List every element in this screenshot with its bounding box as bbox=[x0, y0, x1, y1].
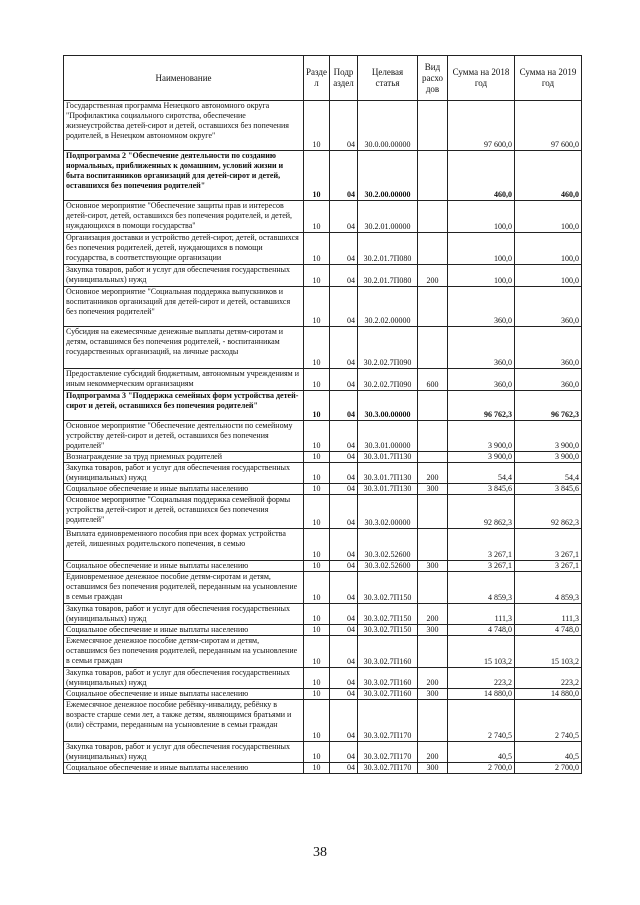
row-sum-2019: 4 748,0 bbox=[515, 625, 582, 636]
row-vid bbox=[418, 636, 448, 668]
row-target: 30.3.01.00000 bbox=[358, 421, 418, 452]
row-sum-2019: 3 267,1 bbox=[515, 529, 582, 561]
row-podrazdel: 04 bbox=[330, 151, 358, 201]
row-sum-2018: 54,4 bbox=[448, 463, 515, 484]
row-vid bbox=[418, 151, 448, 201]
row-sum-2018: 111,3 bbox=[448, 604, 515, 625]
row-vid: 300 bbox=[418, 484, 448, 495]
row-sum-2019: 3 845,6 bbox=[515, 484, 582, 495]
row-razdel: 10 bbox=[304, 484, 330, 495]
row-razdel: 10 bbox=[304, 265, 330, 287]
row-podrazdel: 04 bbox=[330, 572, 358, 604]
row-sum-2019: 3 900,0 bbox=[515, 421, 582, 452]
row-sum-2018: 2 700,0 bbox=[448, 763, 515, 774]
row-podrazdel: 04 bbox=[330, 529, 358, 561]
row-podrazdel: 04 bbox=[330, 484, 358, 495]
row-razdel: 10 bbox=[304, 151, 330, 201]
table-row bbox=[64, 151, 582, 201]
table-row bbox=[64, 391, 582, 421]
row-target: 30.3.02.7П150 bbox=[358, 625, 418, 636]
row-sum-2019: 54,4 bbox=[515, 463, 582, 484]
header-razdel: Разде л bbox=[304, 56, 330, 101]
row-razdel: 10 bbox=[304, 700, 330, 742]
table-row bbox=[64, 463, 582, 484]
table-row bbox=[64, 484, 582, 495]
row-razdel: 10 bbox=[304, 369, 330, 391]
row-vid bbox=[418, 529, 448, 561]
table-row bbox=[64, 668, 582, 689]
header-sum-2018: Сумма на 2018 год bbox=[448, 56, 515, 101]
row-vid: 200 bbox=[418, 604, 448, 625]
table-row bbox=[64, 636, 582, 668]
row-razdel: 10 bbox=[304, 572, 330, 604]
row-sum-2018: 460,0 bbox=[448, 151, 515, 201]
row-name: Закупка товаров, работ и услуг для обеспечения государственных (муниципальных) нужд bbox=[64, 668, 304, 689]
row-sum-2018: 360,0 bbox=[448, 369, 515, 391]
row-razdel: 10 bbox=[304, 625, 330, 636]
row-sum-2019: 97 600,0 bbox=[515, 101, 582, 151]
row-razdel: 10 bbox=[304, 529, 330, 561]
row-target: 30.2.00.00000 bbox=[358, 151, 418, 201]
table-row bbox=[64, 495, 582, 529]
table-row bbox=[64, 561, 582, 572]
row-podrazdel: 04 bbox=[330, 495, 358, 529]
row-vid: 200 bbox=[418, 742, 448, 763]
page-number: 38 bbox=[313, 845, 327, 860]
row-sum-2019: 111,3 bbox=[515, 604, 582, 625]
row-name: Выплата единовременного пособия при всех формах устройства детей, лишенных родительского попечения, в семью bbox=[64, 529, 304, 561]
row-sum-2019: 223,2 bbox=[515, 668, 582, 689]
row-sum-2019: 92 862,3 bbox=[515, 495, 582, 529]
row-razdel: 10 bbox=[304, 233, 330, 265]
row-target: 30.2.02.7П090 bbox=[358, 369, 418, 391]
row-podrazdel: 04 bbox=[330, 233, 358, 265]
row-target: 30.3.02.7П160 bbox=[358, 689, 418, 700]
table-row bbox=[64, 369, 582, 391]
row-target: 30.2.02.00000 bbox=[358, 287, 418, 327]
row-podrazdel: 04 bbox=[330, 452, 358, 463]
row-podrazdel: 04 bbox=[330, 265, 358, 287]
row-name: Основное мероприятие "Обеспечение защиты прав и интересов детей-сирот, детей, оставшихся без попечения родителей, и детей, нуждающихся в помощи государства" bbox=[64, 201, 304, 233]
row-sum-2018: 3 845,6 bbox=[448, 484, 515, 495]
row-sum-2019: 360,0 bbox=[515, 327, 582, 369]
row-vid bbox=[418, 572, 448, 604]
row-podrazdel: 04 bbox=[330, 636, 358, 668]
row-vid: 300 bbox=[418, 625, 448, 636]
row-razdel: 10 bbox=[304, 561, 330, 572]
row-vid: 300 bbox=[418, 763, 448, 774]
budget-table bbox=[63, 55, 582, 774]
row-name: Субсидия на ежемесячные денежные выплаты детям-сиротам и детям, оставшимся без попечения родителей, - воспитанникам государственных организаций, на личные расходы bbox=[64, 327, 304, 369]
row-vid bbox=[418, 391, 448, 421]
row-vid: 600 bbox=[418, 369, 448, 391]
row-vid: 300 bbox=[418, 561, 448, 572]
row-sum-2019: 15 103,2 bbox=[515, 636, 582, 668]
row-sum-2018: 3 267,1 bbox=[448, 561, 515, 572]
row-podrazdel: 04 bbox=[330, 369, 358, 391]
row-podrazdel: 04 bbox=[330, 742, 358, 763]
table-row bbox=[64, 421, 582, 452]
row-name: Ежемесячное денежное пособие ребёнку-инвалиду, ребёнку в возрасте старше семи лет, а также детям, являющимся братьями и (или) сёстрами, переданным на усыновление в семьи граждан bbox=[64, 700, 304, 742]
header-podrazdel: Подр аздел bbox=[330, 56, 358, 101]
row-sum-2018: 360,0 bbox=[448, 327, 515, 369]
table-row bbox=[64, 101, 582, 151]
row-razdel: 10 bbox=[304, 763, 330, 774]
row-podrazdel: 04 bbox=[330, 101, 358, 151]
row-podrazdel: 04 bbox=[330, 463, 358, 484]
row-podrazdel: 04 bbox=[330, 668, 358, 689]
row-razdel: 10 bbox=[304, 452, 330, 463]
row-sum-2018: 2 740,5 bbox=[448, 700, 515, 742]
row-podrazdel: 04 bbox=[330, 327, 358, 369]
row-sum-2018: 3 900,0 bbox=[448, 452, 515, 463]
row-sum-2019: 3 900,0 bbox=[515, 452, 582, 463]
row-target: 30.3.02.7П150 bbox=[358, 604, 418, 625]
row-podrazdel: 04 bbox=[330, 700, 358, 742]
row-sum-2018: 223,2 bbox=[448, 668, 515, 689]
row-sum-2019: 360,0 bbox=[515, 287, 582, 327]
row-sum-2018: 40,5 bbox=[448, 742, 515, 763]
row-name: Закупка товаров, работ и услуг для обеспечения государственных (муниципальных) нужд bbox=[64, 604, 304, 625]
row-sum-2019: 14 880,0 bbox=[515, 689, 582, 700]
header-name: Наименование bbox=[64, 56, 304, 101]
row-sum-2019: 3 267,1 bbox=[515, 561, 582, 572]
row-razdel: 10 bbox=[304, 668, 330, 689]
row-vid bbox=[418, 421, 448, 452]
row-podrazdel: 04 bbox=[330, 625, 358, 636]
row-podrazdel: 04 bbox=[330, 763, 358, 774]
row-sum-2018: 4 748,0 bbox=[448, 625, 515, 636]
row-name: Социальное обеспечение и иные выплаты населению bbox=[64, 561, 304, 572]
row-sum-2019: 100,0 bbox=[515, 233, 582, 265]
row-podrazdel: 04 bbox=[330, 561, 358, 572]
row-razdel: 10 bbox=[304, 287, 330, 327]
table-header-row bbox=[64, 56, 582, 101]
row-vid: 200 bbox=[418, 463, 448, 484]
row-podrazdel: 04 bbox=[330, 689, 358, 700]
row-podrazdel: 04 bbox=[330, 421, 358, 452]
row-podrazdel: 04 bbox=[330, 201, 358, 233]
row-target: 30.3.02.7П160 bbox=[358, 668, 418, 689]
row-razdel: 10 bbox=[304, 421, 330, 452]
row-sum-2019: 96 762,3 bbox=[515, 391, 582, 421]
row-sum-2018: 15 103,2 bbox=[448, 636, 515, 668]
row-target: 30.3.02.52600 bbox=[358, 561, 418, 572]
row-name: Социальное обеспечение и иные выплаты населению bbox=[64, 625, 304, 636]
header-vid: Вид расхо дов bbox=[418, 56, 448, 101]
row-target: 30.3.01.7П130 bbox=[358, 463, 418, 484]
table-row bbox=[64, 529, 582, 561]
table-row bbox=[64, 625, 582, 636]
table-row bbox=[64, 742, 582, 763]
row-vid: 300 bbox=[418, 689, 448, 700]
row-name: Ежемесячное денежное пособие детям-сиротам и детям, оставшимся без попечения родителей, переданным на усыновление в семьи граждан bbox=[64, 636, 304, 668]
row-podrazdel: 04 bbox=[330, 391, 358, 421]
row-razdel: 10 bbox=[304, 101, 330, 151]
row-sum-2018: 14 880,0 bbox=[448, 689, 515, 700]
row-razdel: 10 bbox=[304, 689, 330, 700]
row-razdel: 10 bbox=[304, 463, 330, 484]
table-row bbox=[64, 265, 582, 287]
row-sum-2019: 360,0 bbox=[515, 369, 582, 391]
row-name: Подпрограмма 2 "Обеспечение деятельности по созданию нормальных, приближенных к домашним, условий жизни и быта воспитанников организаций для детей-сирот и детей, оставшихся без попечения родителей" bbox=[64, 151, 304, 201]
row-name: Вознаграждение за труд приемных родителей bbox=[64, 452, 304, 463]
row-sum-2018: 360,0 bbox=[448, 287, 515, 327]
row-sum-2018: 100,0 bbox=[448, 233, 515, 265]
row-name: Основное мероприятие "Социальная поддержка семейной формы устройства детей-сирот и детей, оставшихся без попечения родителей" bbox=[64, 495, 304, 529]
row-vid bbox=[418, 700, 448, 742]
table-row bbox=[64, 604, 582, 625]
row-sum-2018: 96 762,3 bbox=[448, 391, 515, 421]
row-target: 30.3.02.00000 bbox=[358, 495, 418, 529]
table-row bbox=[64, 452, 582, 463]
row-name: Закупка товаров, работ и услуг для обеспечения государственных (муниципальных) нужд bbox=[64, 463, 304, 484]
row-name: Предоставление субсидий бюджетным, автономным учреждениям и иным некоммерческим организациям bbox=[64, 369, 304, 391]
row-name: Закупка товаров, работ и услуг для обеспечения государственных (муниципальных) нужд bbox=[64, 742, 304, 763]
table-row bbox=[64, 201, 582, 233]
row-sum-2019: 2 740,5 bbox=[515, 700, 582, 742]
row-target: 30.3.02.7П150 bbox=[358, 572, 418, 604]
row-sum-2018: 100,0 bbox=[448, 265, 515, 287]
row-target: 30.2.01.7П080 bbox=[358, 233, 418, 265]
row-target: 30.3.02.7П160 bbox=[358, 636, 418, 668]
row-podrazdel: 04 bbox=[330, 287, 358, 327]
row-vid bbox=[418, 101, 448, 151]
row-razdel: 10 bbox=[304, 604, 330, 625]
row-sum-2018: 92 862,3 bbox=[448, 495, 515, 529]
row-target: 30.2.01.00000 bbox=[358, 201, 418, 233]
row-name: Социальное обеспечение и иные выплаты населению bbox=[64, 763, 304, 774]
row-sum-2019: 40,5 bbox=[515, 742, 582, 763]
row-name: Единовременное денежное пособие детям-сиротам и детям, оставшимся без попечения родителей, переданным на усыновление в семьи граждан bbox=[64, 572, 304, 604]
table-row bbox=[64, 327, 582, 369]
table-row bbox=[64, 233, 582, 265]
row-podrazdel: 04 bbox=[330, 604, 358, 625]
table-row bbox=[64, 763, 582, 774]
row-target: 30.2.02.7П090 bbox=[358, 327, 418, 369]
header-sum-2019: Сумма на 2019 год bbox=[515, 56, 582, 101]
row-razdel: 10 bbox=[304, 742, 330, 763]
row-razdel: 10 bbox=[304, 495, 330, 529]
row-target: 30.2.01.7П080 bbox=[358, 265, 418, 287]
row-vid bbox=[418, 327, 448, 369]
row-target: 30.3.00.00000 bbox=[358, 391, 418, 421]
row-vid: 200 bbox=[418, 668, 448, 689]
row-vid: 200 bbox=[418, 265, 448, 287]
row-name: Закупка товаров, работ и услуг для обеспечения государственных (муниципальных) нужд bbox=[64, 265, 304, 287]
table-row bbox=[64, 287, 582, 327]
budget-table-sheet bbox=[63, 55, 581, 774]
row-sum-2018: 4 859,3 bbox=[448, 572, 515, 604]
row-razdel: 10 bbox=[304, 391, 330, 421]
row-target: 30.3.02.7П170 bbox=[358, 742, 418, 763]
row-name: Основное мероприятие "Социальная поддержка выпускников и воспитанников организаций для детей-сирот и детей, оставшихся без попечения родителей" bbox=[64, 287, 304, 327]
row-sum-2019: 460,0 bbox=[515, 151, 582, 201]
row-sum-2019: 100,0 bbox=[515, 201, 582, 233]
row-sum-2018: 3 900,0 bbox=[448, 421, 515, 452]
row-sum-2018: 3 267,1 bbox=[448, 529, 515, 561]
table-row bbox=[64, 572, 582, 604]
row-target: 30.3.02.7П170 bbox=[358, 700, 418, 742]
row-sum-2019: 4 859,3 bbox=[515, 572, 582, 604]
table-row bbox=[64, 689, 582, 700]
row-razdel: 10 bbox=[304, 201, 330, 233]
row-vid bbox=[418, 452, 448, 463]
row-target: 30.3.01.7П130 bbox=[358, 484, 418, 495]
row-sum-2018: 97 600,0 bbox=[448, 101, 515, 151]
row-razdel: 10 bbox=[304, 327, 330, 369]
row-target: 30.0.00.00000 bbox=[358, 101, 418, 151]
header-target: Целевая статья bbox=[358, 56, 418, 101]
row-sum-2019: 100,0 bbox=[515, 265, 582, 287]
row-name: Социальное обеспечение и иные выплаты населению bbox=[64, 484, 304, 495]
row-name: Основное мероприятие "Обеспечение деятельности по семейному устройству детей-сирот и детей, оставшихся без попечения родителей" bbox=[64, 421, 304, 452]
row-name: Государственная программа Ненецкого автономного округа "Профилактика социального сиротства, обеспечение жизнеустройства детей-сирот и детей, оставшихся без попечения родителей, в Ненецком автономном округе" bbox=[64, 101, 304, 151]
row-name: Организация доставки и устройство детей-сирот, детей, оставшихся без попечения родителей, детей, нуждающихся в помощи государства, в соответствующие организации bbox=[64, 233, 304, 265]
row-vid bbox=[418, 495, 448, 529]
row-target: 30.3.02.7П170 bbox=[358, 763, 418, 774]
row-razdel: 10 bbox=[304, 636, 330, 668]
row-sum-2019: 2 700,0 bbox=[515, 763, 582, 774]
row-name: Подпрограмма 3 "Поддержка семейных форм устройства детей-сирот и детей, оставшихся без попечения родителей" bbox=[64, 391, 304, 421]
row-vid bbox=[418, 233, 448, 265]
row-target: 30.3.01.7П130 bbox=[358, 452, 418, 463]
row-name: Социальное обеспечение и иные выплаты населению bbox=[64, 689, 304, 700]
row-sum-2018: 100,0 bbox=[448, 201, 515, 233]
table-row bbox=[64, 700, 582, 742]
row-vid bbox=[418, 287, 448, 327]
row-vid bbox=[418, 201, 448, 233]
table-body bbox=[64, 101, 582, 774]
row-target: 30.3.02.52600 bbox=[358, 529, 418, 561]
